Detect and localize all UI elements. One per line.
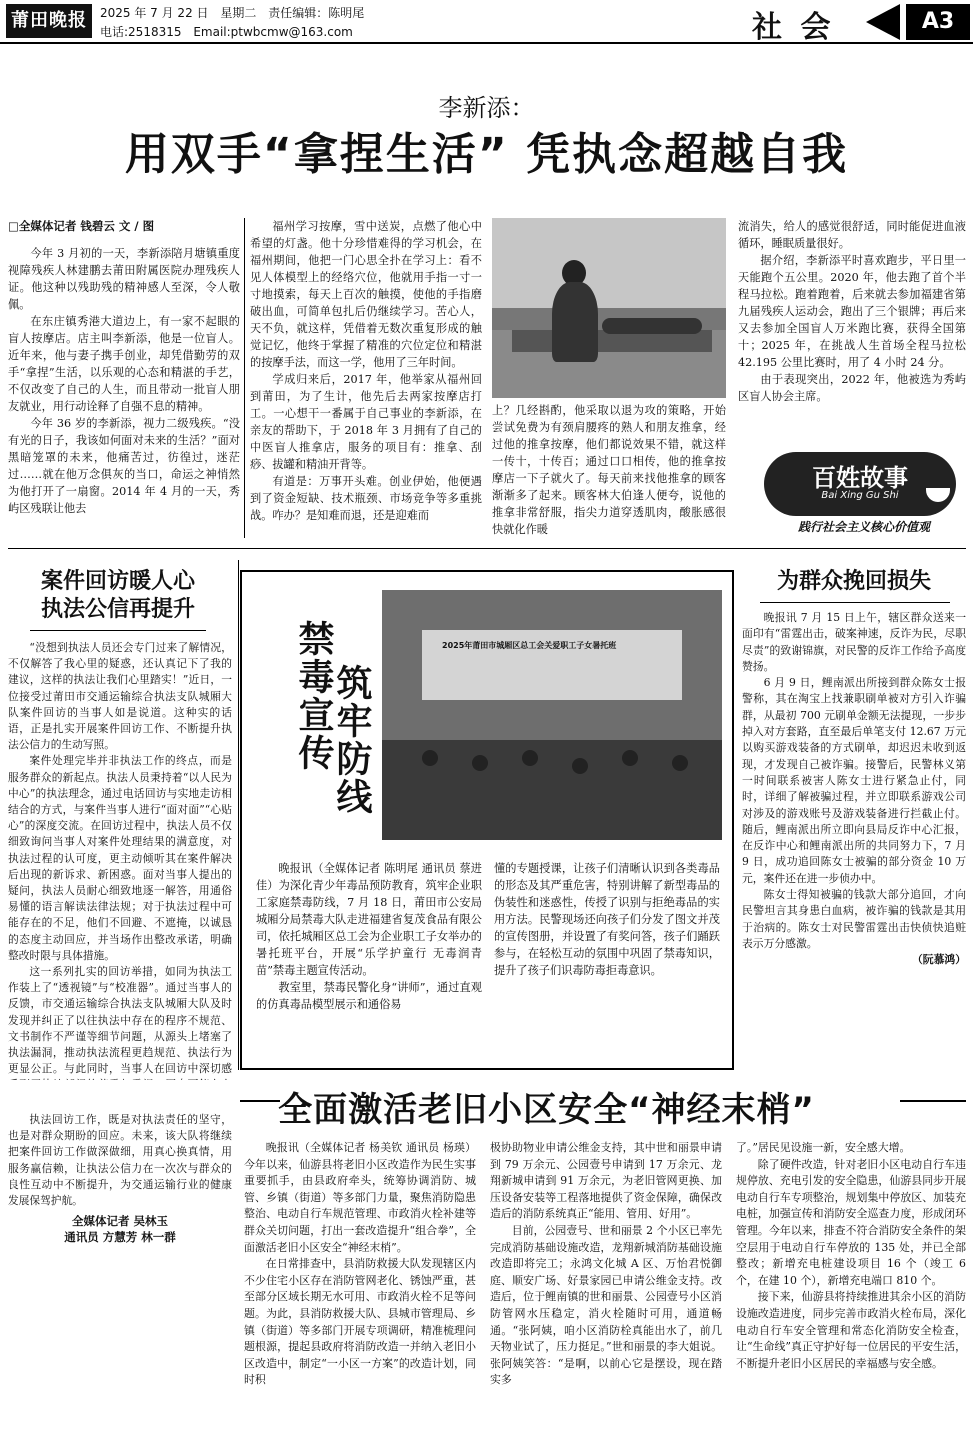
bottom-paragraph: 在日常排查中，县消防救援大队发现辖区内不少住宅小区存在消防管网老化、锈蚀严重，甚至部分区域长期无水可用、市政消火栓不足等问题。为此，县消防救援大队、县城市管理局、乡镇（街道）等多部门开展专项调研，精准梳理问题根源，提起县政府将消防改造一并纳入老旧小区改造中，制定“一小区一方案”的改造计划，同时积 (244, 1257, 476, 1387)
masthead-info-line1 (100, 4, 372, 21)
bottom-paragraph: 除了硬件改造，针对老旧小区电动自行车违规停放、充电引发的安全隐患，仙游县同步开展电动自行车专项整治，规划集中停放区、加装充电桩，加强宣传和消防安全巡查力度，形成闭环管理。今年以来，排查不符合消防安全条件的架空层用于电动自行车停放的 135 处，并已全部整改；新增充电桩建设项目 16 个（竣工 6 个，在建 10 个），新增充电端口 810 个。 (736, 1157, 966, 1287)
left-paragraph: “没想到执法人员还会专门过来了解情况，不仅解答了我心里的疑惑，还认真记下了我的建议，这样的执法让我们心里踏实！”近日，一位接受过莆田市交通运输综合执法支队城厢大队案件回访的当事人如是说道。这种实的话语，正是扎实开展案件回访工作、不断提升执法公信力的生动写照。 (8, 641, 232, 752)
issue-weekday: 星期二 (220, 6, 257, 20)
masthead (0, 0, 973, 44)
anti-drug-column-1 (256, 860, 482, 1060)
bottom-column-2 (490, 1140, 722, 1432)
lead-kicker: 李新添： (438, 94, 535, 122)
title-underline (760, 602, 950, 603)
left-paragraph: 执法回访工作，既是对执法责任的坚守，也是对群众期盼的回应。未来，该大队将继续把案件回访工作做深做细，用真心换真情，用服务赢信赖，让执法公信力在一次次与群众的良性互动中不断提升，为交通运输行业的健康发展保驾护航。 (8, 1113, 232, 1208)
bottom-column-3 (736, 1140, 966, 1432)
lead-paragraph: 流消失，给人的感觉很舒适，同时能促进血液循环，睡眠质量很好。 (738, 220, 966, 250)
bottom-paragraph: 目前，公园壹号、世和丽景 2 个小区已率先完成消防基础设施改造，龙翔新城消防基础设施改造即将完工；永鸿文化城 A 区、万怡君悦御庭、顺安广场、好景家园已申请公维金支持。改造后，位于鲤南镇的世和丽景、公园壹号小区消防管网水压稳定，消火栓随时可用，通道畅通。“张阿姨，咱小区消防栓真能出水了，前几天物业试了，压力挺足。”世和丽景的李大姐说。张阿姨笑答：“是啊，以前心它是摆设，现在踏实多 (490, 1223, 722, 1387)
page-editor: 责任编辑：陈明尾 (268, 6, 365, 20)
badge-title: 百姓故事 (812, 464, 908, 492)
left-credit-2: 通讯员 方慧芳 林一群 (64, 1230, 176, 1245)
lead-paragraph: 学成归来后，2017 年，他举家从福州回到莆田，为了生计，他先后去两家按摩店打工。一心想干一番属于自己事业的李新添，在亲友的帮助下，于 2018 年 3 月拥有了自己的中医盲人推拿店，服务的项目有：推拿、刮痧、拔罐和精油开背等。 (250, 373, 482, 471)
lead-headline: 用双手“拿捏生活” 凭执念超越自我 (124, 129, 849, 180)
massage-photo (492, 218, 726, 398)
left-credit-1: 全媒体记者 吴林玉 (71, 1214, 168, 1229)
lead-column-1 (8, 218, 240, 538)
right-paragraph: 晚报讯 7 月 15 日上午，辖区群众送来一面印有“雷霆出击，破案神速，反诈为民，尽职尽责”的致谢锦旗，对民警的反诈工作给予高度赞扬。 (742, 611, 966, 673)
lead-paragraph: 福州学习按摩，雪中送炭，点燃了他心中希望的灯盏。他十分珍惜难得的学习机会，在福州期间，他把一门心思全扑在学习上：看不见人体模型上的经络穴位，他就用手指一寸一寸地摸索，每天上百次的触摸，使他的手指磨破出血，可简单包扎后仍继续学习。苦心人，天不负，就这样，凭借着无数次重复形成的触觉记忆，他终于掌握了精准的穴位定位和精湛的按摩手法，而这一学，他用了三年时间。 (250, 220, 482, 369)
right-paragraph: 6 月 9 日，鲤南派出所接到群众陈女士报警称，其在淘宝上找兼职刷单被对方引入诈骗群，从最初 700 元刷单金额无法提现，一步步掉入对方套路，直至最后单笔支付 12.67 万元以购买游戏装备的方式刷单，却迟迟未收到返现，才发现自己被诈骗。接警后，民警林义第一时间联系被害人陈女士进行紧急止付，同时，详细了解被骗过程，并立即联系游戏公司对涉及的游戏账号及游戏装备进行拦截止付。随后，鲤南派出所立即向县局反诈中心汇报，在反诈中心和鲤南派出所的共同努力下，7 月 9 日，成功追回陈女士被骗的部分资金 10 万元，案件还在进一步侦办中。 (742, 676, 966, 885)
right-credit: （阮慕鸿） (912, 953, 966, 967)
column-divider (244, 218, 245, 538)
lead-column-2 (250, 218, 482, 538)
bottom-paragraph: 极协助物业申请公维金支持，其中世和丽景申请到 79 万余元、公园壹号申请到 17 万余元、龙翔新城申请到 91 万余元，为老旧管网更换、加压设备安装等工程落地提供了资金保障，确保改造后的消防系统真正“能用、管用、好用”。 (490, 1141, 722, 1221)
left-title-line2: 执法公信再提升 (40, 597, 195, 622)
right-story-title: 为群众挽回损失 (776, 569, 931, 594)
title-underline (30, 630, 206, 631)
anti-drug-paragraph: 教室里，禁毒民警化身“讲师”，通过直观的仿真毒品模型展示和通俗易 (256, 981, 482, 1011)
lead-column-4 (738, 218, 966, 428)
bottom-paragraph: 接下来，仙游县将持续推进其余小区的消防设施改造进度，同步完善市政消火栓布局，深化电动自行车安全管理和常态化消防安全检查，让“生命线”真正守护好每一位居民的平安生活，不断提升老旧小区居民的幸福感与安全感。 (736, 1290, 966, 1370)
section-name: 社 会 (752, 10, 835, 45)
issue-date: 2025 年 7 月 22 日 (100, 6, 209, 20)
bottom-paragraph: 了。”居民见设施一新，安全感大增。 (736, 1141, 911, 1154)
right-story-body (742, 610, 966, 1050)
bottom-paragraph: 晚报讯（全媒体记者 杨美钦 通讯员 杨瑛）今年以来，仙游县将老旧小区改造作为民生实事重要抓手，由县政府牵头，统筹协调消防、城管、乡镇（街道）等多部门力量，聚焦消防隐患整治、电动自行车规范管理、市政消火栓补建等群众关切问题，打出一套改造提升“组合拳”，全面激活老旧小区安全“神经末梢”。 (244, 1141, 476, 1254)
contact-phone: 电话:2518315 (100, 25, 182, 39)
page-number: A3 (906, 4, 970, 40)
bottom-headline: 全面激活老旧小区安全“神经末梢” (278, 1090, 815, 1130)
newspaper-logo: 莆田晚报 (6, 4, 92, 38)
anti-drug-column-2 (494, 860, 720, 1060)
anti-drug-paragraph: 晚报讯（全媒体记者 陈明尾 通讯员 蔡进佳）为深化青少年毒品预防教育，筑牢企业职工家庭禁毒防线，7 月 18 日，莆田市公安局城厢分局禁毒大队走进福建省复茂食品有限公司，依托城厢区总工会为企业职工子女举办的暑托班平台，开展“乐学护童行 无毒润青苗”禁毒主题宣传活动。 (256, 862, 482, 977)
contact-email: Email:ptwbcmw@163.com (193, 25, 353, 39)
lead-paragraph: 由于表现突出，2022 年，他被选为秀屿区盲人协会主席。 (738, 373, 966, 403)
lead-paragraph: 有道是：万事开头难。创业伊始，他便遇到了资金短缺、技术瓶颈、市场竞争等多重挑战。咋办？是知难而退，还是迎难而 (250, 475, 482, 522)
left-story-body (8, 640, 232, 1080)
lead-column-3 (492, 402, 726, 538)
bottom-column-1 (244, 1140, 476, 1432)
lead-paragraph: 今年 3 月初的一天，李新添陪月塘镇重度视障残疾人林建鹏去莆田附属医院办理残疾人证。他这种以残助残的精神感人至深，令人敬佩。 (8, 247, 240, 311)
lead-paragraph: 据介绍，李新添平时喜欢跑步，平日里一天能跑个五公里。2020 年，他去跑了首个半程马拉松。跑着跑着，后来就去参加福建省第九届残疾人运动会，跑出了三个银牌；再后来又去参加全国盲人万米跑比赛，获得全国第十；2025 年，在挑战人生首场全程马拉松 42.195 公里比赛时，用了 4 小时 24 分。 (738, 254, 966, 369)
column-divider (238, 560, 239, 1070)
left-paragraph: 这一系列扎实的回访举措，如同为执法工作装上了“透视镜”与“校准器”。通过当事人的反馈，市交通运输综合执法支队城厢大队及时发现并纠正了以往执法中存在的程序不规范、文书制作不严谨等细节问题，从源头上堵塞了执法漏洞，推动执法流程更趋规范、执法行为更显公正。与此同时，当事人在回访中深切感 (8, 965, 232, 1076)
anti-drug-paragraph: 懂的专题授课，让孩子们清晰认识到各类毒品的形态及其严重危害，特别讲解了新型毒品的伪装性和迷惑性，传授了识别与拒绝毒品的实用方法。民警现场还向孩子们分发了图文并茂的宣传图册，并设置了有奖问答，孩子们踊跃参与，在轻松互动的氛围中巩固了禁毒知识，提升了孩子们识毒防毒拒毒意识。 (494, 862, 720, 977)
left-story-body-cont (8, 1112, 232, 1392)
lead-paragraph: 在东庄镇秀港大道边上，有一家不起眼的盲人按摩店。店主叫李新添，他是一位盲人。近年来，他与妻子携手创业，却凭借勤劳的双手“拿捏”生活，以乐观的心态和精湛的手艺，不仅改变了自己的人生，而且带动一批盲人朋友就业，用行动诠释了自强不息的精神。 (8, 315, 240, 413)
badge-tagline: 践行社会主义核心价值观 (797, 520, 930, 534)
photo-banner-text: 2025年莆田市城厢区总工会关爱职工子女暑托班 (442, 641, 617, 650)
lead-paragraph: 上？几经斟酌，他采取以退为攻的策略，开始尝试免费为有颈肩腰疼的熟人和朋友推拿，经过他的推拿按摩，他们都说效果不错，就这样一传十，十传百；通过口口相传，他的推拿按摩店一下子就火了。每天前来找他推拿的顾客渐渐多了起来。顾客林大伯逢人便夸，说他的推拿非常舒服，指尖力道穿透肌肉，酸胀感很快就化作暖 (492, 404, 726, 536)
column-badge (754, 452, 964, 540)
right-paragraph: 陈女士得知被骗的钱款大部分追回，才向民警坦言其身患白血病，被诈骗的钱款是其用于治病的。陈女士对民警雷霆出击快侦快追赃表示万分感激。 (742, 888, 966, 950)
left-story-title (8, 568, 228, 624)
badge-subtitle: Bai Xing Gu Shi (821, 490, 899, 501)
anti-drug-title-a: 禁毒宣传 (293, 620, 334, 772)
anti-drug-title-b: 筑牢防线 (331, 664, 372, 816)
lead-paragraph: 今年 36 岁的李新添，视力二级残疾。“没有光的日子，我该如何面对未来的生活？”面对黑暗笼罩的未来，他痛苦过，彷徨过，迷茫过……就在他万念俱灰的当口，命运之神悄然为他打开了一扇窗。2014 年 4 月的一天，秀屿区残联让他去 (8, 417, 240, 515)
left-paragraph: 案件处理完毕并非执法工作的终点，而是服务群众的新起点。执法人员秉持着“以人民为中心”的执法理念，通过电话回访与实地走访相结合的方式，与案件当事人进行“面对面”“心贴心”的深度交流。在回访过程中，执法人员不仅细致询问当事人对案件处理结果的满意度，对执法过程的认可度，更主动倾听其在案件解决后出现的新诉求、新困惑。面对当事人提出的疑问，执法人员耐心细致地逐一解答，用通俗易懂的语言解读法律法规；对于执法过程中可能存在的不足，他们不回避、不遮掩，以诚恳的态度主动回应，并当场作出整改承诺，明确整改时限与具体措施。 (8, 754, 232, 962)
left-title-line1: 案件回访暖人心 (40, 569, 195, 594)
page-tab-arrow-icon (866, 4, 900, 40)
classroom-photo (382, 590, 722, 840)
masthead-info-line2 (100, 23, 361, 40)
lead-byline: □全媒体记者 钱碧云 文 / 图 (8, 219, 155, 233)
section-divider (8, 548, 966, 549)
